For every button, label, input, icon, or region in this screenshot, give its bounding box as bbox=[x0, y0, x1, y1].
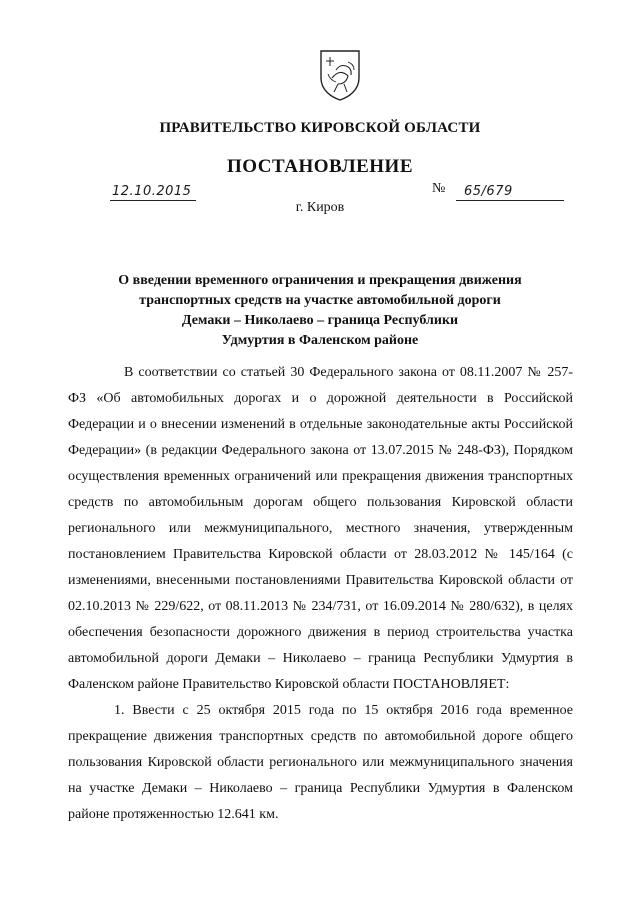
handwritten-number: 65/679 bbox=[464, 184, 513, 199]
subject-line: О введении временного ограничения и прекращения движения bbox=[118, 273, 522, 288]
government-title: ПРАВИТЕЛЬСТВО КИРОВСКОЙ ОБЛАСТИ bbox=[159, 120, 481, 136]
document-type-title: ПОСТАНОВЛЕНИЕ bbox=[226, 156, 414, 177]
city-name: г. Киров bbox=[295, 200, 345, 215]
number-field bbox=[456, 180, 564, 201]
preamble-paragraph: В соответствии со статьей 30 Федерального закона от 08.11.2007 № 257-ФЗ «Об автомобильных дорогах и о дорожной деятельности в Российской Федерации и о внесении изменений в отдельные законодательные акты Российской Федерации» (в редакции Федерального закона от 13.07.2015 № 248-ФЗ), Порядком осуществления временных ограничений или прекращения движения транспортных средств по автомобильным дорогам общего пользования Кировской области регионального или межмуниципального, местного значения, утвержденным постановлением Правительства Кировской области от 28.03.2012 № 145/164 (с изменениями, внесенными постановлениями Правительства Кировской области от 02.10.2013 № 229/622, от 08.11.2013 № 234/731, от 16.09.2014 № 280/632), в целях обеспечения безопасности дорожного движения в период строительства участка автомобильной дороги Демаки – Николаево – граница Республики Удмуртия в Фаленском районе Правительство Кировской области ПОСТАНОВЛЯЕТ: bbox=[68, 365, 573, 692]
date-field bbox=[110, 180, 196, 201]
coat-of-arms-icon bbox=[318, 48, 362, 102]
number-label: № bbox=[432, 181, 446, 196]
document-body bbox=[68, 360, 573, 828]
subject-line: транспортных средств на участке автомобильной дороги bbox=[139, 293, 501, 308]
subject-line: Удмуртия в Фаленском районе bbox=[221, 333, 419, 348]
resolution-item-1: 1. Ввести с 25 октября 2015 года по 15 октября 2016 года временное прекращение движения транспортных средств по автомобильной дороге общего пользования Кировской области регионального или межмуниципального значения на участке Демаки – Николаево – граница Республики Удмуртия в Фаленском районе протяженностью 12.641 км. bbox=[68, 703, 573, 822]
subject-line: Демаки – Николаево – граница Республики bbox=[181, 313, 459, 328]
document-subject bbox=[70, 271, 570, 351]
handwritten-date: 12.10.2015 bbox=[112, 184, 192, 199]
